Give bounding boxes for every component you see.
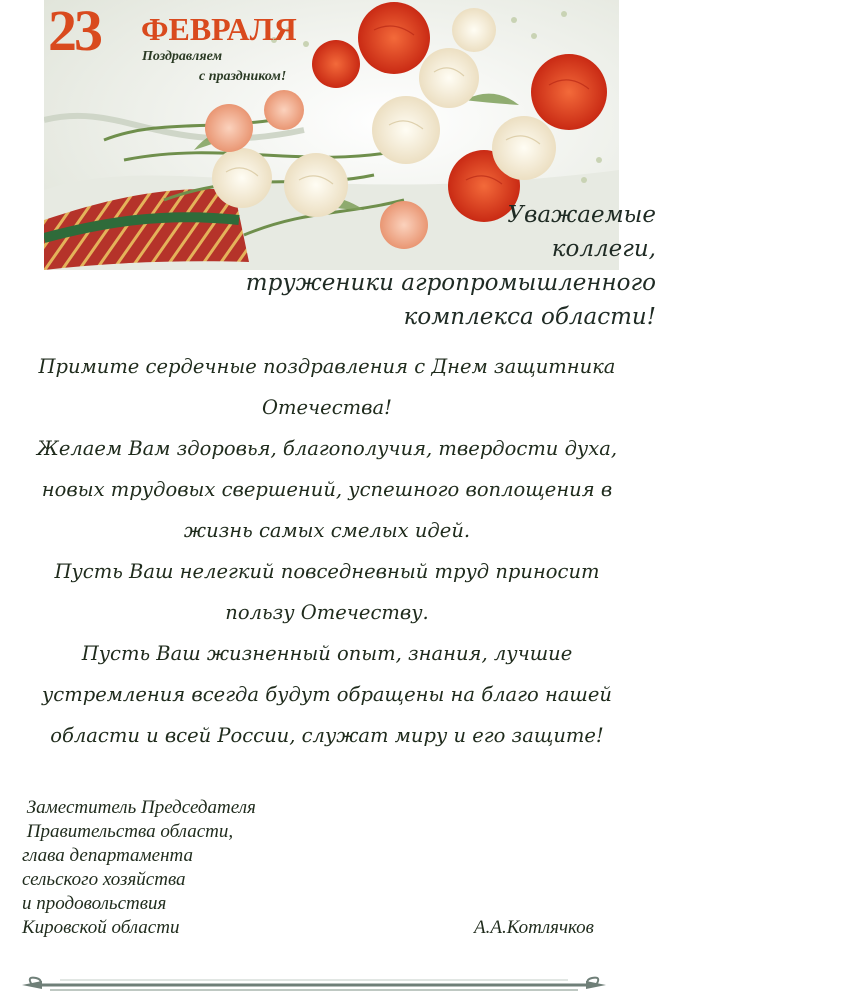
date-month: ФЕВРАЛЯ	[141, 11, 297, 47]
salutation-line: труженики агропромышленного	[245, 270, 656, 296]
greeting-line-2: с праздником!	[199, 69, 287, 84]
salutation-line: комплекса области!	[403, 304, 656, 330]
body-line: Пусть Ваш жизненный опыт, знания, лучшие	[81, 642, 573, 665]
signatory-title-line: и продовольствия	[22, 893, 167, 914]
signatory-title-line: Правительства области,	[22, 821, 234, 842]
body-line: устремления всегда будут обращены на благо нашей	[42, 683, 612, 706]
signatory-title-line: сельского хозяйства	[22, 869, 186, 890]
signatory-name: А.А.Котлячков	[474, 917, 594, 938]
body-line: Примите сердечные поздравления с Днем защитника	[38, 355, 616, 378]
signatory-title-line: Заместитель Председателя	[22, 797, 256, 818]
date-number: 23	[48, 0, 100, 63]
salutation-line: Уважаемые	[507, 202, 656, 228]
body-line: жизнь самых смелых идей.	[183, 519, 471, 542]
signatory-title	[22, 796, 322, 940]
salutation	[56, 198, 656, 334]
greeting-line-1: Поздравляем	[142, 49, 223, 64]
decorative-divider	[20, 972, 608, 998]
body-line: Пусть Ваш нелегкий повседневный труд приносит	[54, 560, 600, 583]
body-line: новых трудовых свершений, успешного воплощения в	[41, 478, 613, 501]
signatory-title-line: глава департамента	[22, 845, 193, 866]
body-line: Желаем Вам здоровья, благополучия, твердости духа,	[36, 437, 618, 460]
signatory-title-line: Кировской области	[22, 917, 180, 938]
body-line: пользу Отечеству.	[225, 601, 429, 624]
greeting-body	[12, 346, 642, 756]
salutation-line: коллеги,	[551, 236, 656, 262]
body-line: области и всей России, служат миру и его защите!	[50, 724, 604, 747]
body-line: Отечества!	[262, 396, 392, 419]
